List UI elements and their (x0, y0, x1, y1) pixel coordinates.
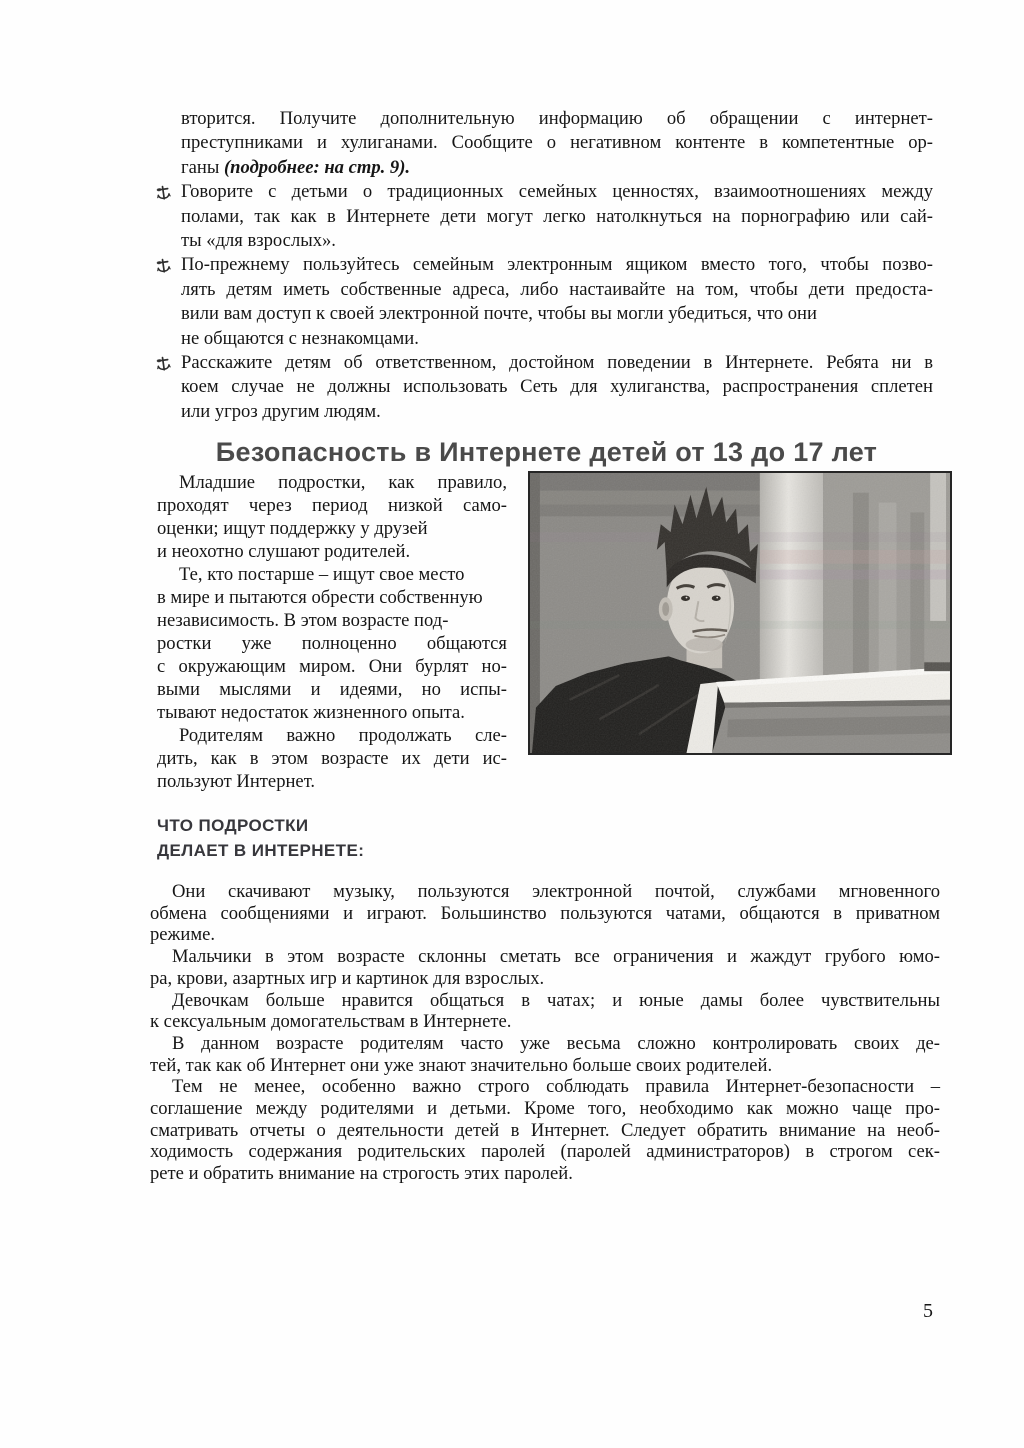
text-line: Мальчики в этом возрасте склонны сметать все ограничения и жаждут грубого юмо- (172, 946, 940, 968)
text-line: сматривать отчеты о деятельности детей в Интернет. Следует обратить внимание на необ- (150, 1119, 940, 1141)
body-text (150, 881, 940, 1185)
section-heading: Безопасность в Интернете детей от 13 до 17 лет (215, 437, 878, 467)
teen-section-text-column (157, 471, 507, 793)
text-line: и неохотно слушают родителей. (157, 541, 411, 562)
text-line: выми мыслями и идеями, но испы- (157, 679, 507, 700)
text-line: Они скачивают музыку, пользуются электронной почтой, службами мгновенного (172, 881, 940, 902)
paragraph (181, 107, 933, 180)
text-line: лять детям иметь собственные адреса, либо настаивайте на том, чтобы дети предоста- (181, 278, 933, 300)
teen-photo-graphic (530, 473, 950, 753)
text-line: преступниками и хулиганами. Сообщите о негативном контенте в компетентные ор- (181, 132, 933, 154)
text-line: Те, кто постарше – ищут свое место (179, 564, 465, 585)
anchor-bullet-icon (155, 184, 172, 210)
italic-note: (подробнее: на стр. 9). (223, 156, 411, 178)
text-line: ростки уже полноценно общаются (157, 633, 507, 654)
text-line: дить, как в этом возрасте их дети ис- (157, 748, 507, 769)
text-line: Младшие подростки, как правило, (179, 472, 507, 493)
bullet-list-item (181, 253, 933, 351)
text-line: пользуют Интернет. (157, 771, 316, 792)
paragraph (150, 990, 940, 1033)
paragraph (157, 471, 507, 563)
paragraph (157, 563, 507, 724)
text-line: вторится. Получите дополнительную информацию об обращении с интернет- (181, 108, 933, 129)
anchor-bullet-icon (155, 355, 172, 381)
text-line: тей, так как об Интернет они уже знают значительно больше своих родителей. (150, 1054, 773, 1076)
text-line: Говорите с детьми о традиционных семейных ценностях, взаимоотношениях между (181, 181, 933, 203)
teen-at-computer-photo (528, 471, 952, 755)
anchor-bullet-icon (155, 258, 172, 284)
paragraph (150, 946, 940, 989)
intro-bullet-list (181, 107, 933, 424)
text-line: В данном возрасте родителям часто уже весьма сложно контролировать своих де- (172, 1032, 940, 1054)
text-line: оценки; ищут поддержку у друзей (157, 518, 428, 539)
paragraph (150, 1033, 940, 1076)
text-line: Расскажите детям об ответственном, достойном поведении в Интернете. Ребята ни в (181, 352, 933, 374)
text-line: режиме. (150, 924, 216, 946)
text-line: с окружающим миром. Они бурлят но- (157, 656, 507, 677)
paragraph (150, 1076, 940, 1185)
text-line: ходимость содержания родительских паролей (паролей администраторов) в строгом сек- (150, 1141, 940, 1163)
text-line: к сексуальным домогательствам в Интернете. (150, 1011, 512, 1033)
text-line: Девочкам больше нравится общаться в чатах; и юные дамы более чувствительны (172, 989, 940, 1011)
text-line: ты «для взрослых». (181, 230, 336, 252)
text-line: По-прежнему пользуйтесь семейным электронным ящиком вместо того, чтобы позво- (181, 254, 933, 276)
paragraph (150, 881, 940, 946)
text-line: Родителям важно продолжать сле- (179, 725, 507, 746)
text-line: не общаются с незнакомцами. (181, 327, 419, 349)
text-span: ганы (181, 156, 224, 178)
subheading-line2: ДЕЛАЕТ В ИНТЕРНЕТЕ: (157, 841, 365, 860)
text-line: ра, крови, азартных игр и картинок для взрослых. (150, 967, 545, 989)
bullet-list-item (181, 180, 933, 253)
text-line: независимость. В этом возрасте под- (157, 610, 449, 631)
text-line: или угроз другим людям. (181, 400, 381, 422)
page-number: 5 (923, 1300, 933, 1322)
subheading-line1: ЧТО ПОДРОСТКИ (157, 816, 309, 835)
text-line: Тем не менее, особенно важно строго соблюдать правила Интернет-безопасности – (172, 1076, 940, 1098)
text-line (181, 156, 933, 180)
bullet-list-item (181, 351, 933, 424)
text-line: коем случае не должны использовать Сеть для хулиганства, распространения сплетен (181, 376, 933, 398)
text-line: проходят через период низкой само- (157, 495, 507, 516)
text-line: обмена сообщениями и играют. Большинство пользуются чатами, общаются в приватном (150, 902, 940, 924)
text-line: рете и обратить внимание на строгость этих паролей. (150, 1163, 573, 1185)
paragraph (157, 724, 507, 793)
subsection-heading (157, 813, 364, 863)
text-line: в мире и пытаются обрести собственную (157, 587, 483, 608)
text-line: полами, так как в Интернете дети могут легко натолкнуться на порнографию или сай- (181, 205, 933, 227)
text-line: соглашение между родителями и детьми. Кроме того, необходимо как можно чаще про- (150, 1098, 940, 1120)
text-line: вили вам доступ к своей электронной почте, чтобы вы могли убедиться, что они (181, 303, 817, 325)
text-line: тывают недостаток жизненного опыта. (157, 702, 465, 723)
